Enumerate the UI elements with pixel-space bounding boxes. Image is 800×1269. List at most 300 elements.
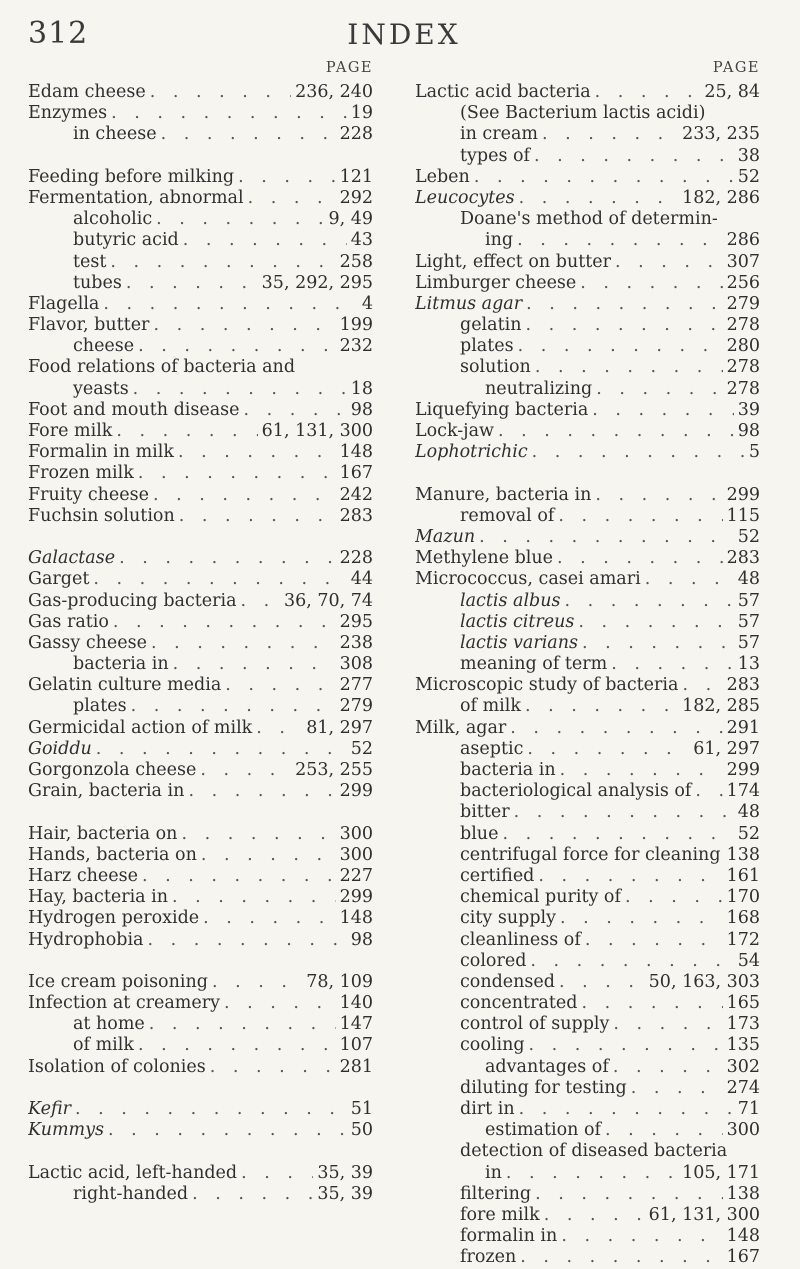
index-term: Litmus agar bbox=[415, 293, 523, 314]
index-term: Gassy cheese bbox=[28, 632, 147, 653]
index-entry bbox=[415, 654, 760, 675]
index-entry bbox=[415, 315, 760, 336]
index-term: plates bbox=[460, 336, 514, 357]
page-refs: 50, 163, 303 bbox=[648, 971, 760, 992]
index-term: Hydrophobia bbox=[28, 929, 144, 950]
leader-dots bbox=[526, 294, 723, 314]
leader-dots bbox=[93, 569, 346, 589]
page-refs: 173 bbox=[726, 1014, 760, 1035]
index-entry bbox=[28, 908, 373, 929]
index-entry bbox=[415, 294, 760, 315]
index-entry bbox=[415, 1184, 760, 1205]
leader-dots bbox=[615, 252, 723, 272]
index-entry bbox=[415, 1057, 760, 1078]
leader-dots bbox=[200, 760, 291, 780]
index-term: Harz cheese bbox=[28, 865, 138, 886]
index-entry bbox=[28, 1120, 373, 1141]
index-entry bbox=[28, 294, 373, 315]
index-column-left bbox=[28, 60, 373, 1205]
index-term: bacteriological analysis of bbox=[460, 781, 692, 802]
index-term: dirt in bbox=[460, 1099, 515, 1119]
page-refs: 61, 131, 300 bbox=[648, 1204, 760, 1225]
index-term: Fermentation, abnormal bbox=[28, 187, 244, 208]
leader-dots bbox=[150, 82, 291, 102]
page-refs: 98 bbox=[350, 399, 373, 420]
leader-dots bbox=[133, 379, 347, 399]
index-term: of milk bbox=[460, 696, 521, 717]
page-refs: 199 bbox=[339, 315, 373, 336]
index-entry bbox=[415, 1078, 760, 1099]
index-entry bbox=[28, 442, 373, 463]
section-gap bbox=[28, 1141, 373, 1162]
index-term: bacteria in bbox=[460, 760, 556, 780]
leader-dots bbox=[210, 1057, 336, 1077]
leader-dots bbox=[527, 739, 689, 759]
leader-dots bbox=[149, 1014, 336, 1034]
index-term: in cheese bbox=[73, 124, 157, 145]
index-entry bbox=[28, 633, 373, 654]
index-term: Galactase bbox=[28, 548, 116, 569]
index-term: tubes bbox=[73, 272, 122, 293]
index-term: Foot and mouth disease bbox=[28, 399, 240, 420]
page-refs: 52 bbox=[350, 738, 373, 759]
index-entry bbox=[415, 357, 760, 378]
index-entry bbox=[415, 527, 760, 548]
page-refs: 299 bbox=[339, 781, 373, 802]
index-term: Hands, bacteria on bbox=[28, 844, 197, 865]
leader-dots bbox=[103, 294, 358, 314]
index-term: centrifugal force for cleaning bbox=[460, 844, 721, 865]
leader-dots bbox=[585, 930, 723, 950]
page-refs: 167 bbox=[726, 1247, 760, 1268]
page-refs: 292 bbox=[339, 187, 373, 208]
page-refs: 279 bbox=[339, 696, 373, 717]
leader-dots bbox=[148, 930, 347, 950]
leader-dots bbox=[613, 1057, 723, 1077]
index-entry bbox=[28, 654, 373, 675]
index-entry bbox=[415, 1205, 760, 1226]
index-entry bbox=[415, 675, 760, 696]
leader-dots bbox=[241, 1163, 313, 1183]
leader-dots bbox=[592, 400, 733, 420]
index-term: Formalin in milk bbox=[28, 442, 174, 463]
page-refs: 280 bbox=[726, 336, 760, 357]
index-term: Enzymes bbox=[28, 103, 108, 124]
leader-dots bbox=[625, 887, 723, 907]
page-refs: 107 bbox=[339, 1035, 373, 1056]
index-term: plates bbox=[73, 696, 127, 717]
leader-dots bbox=[151, 633, 336, 653]
index-entry bbox=[28, 379, 373, 400]
index-entry bbox=[415, 1226, 760, 1247]
leader-dots bbox=[582, 633, 734, 653]
index-entry bbox=[415, 1247, 760, 1268]
index-term: yeasts bbox=[73, 378, 129, 399]
page-refs: 38 bbox=[737, 145, 760, 166]
page-refs: 148 bbox=[339, 442, 373, 463]
index-entry bbox=[28, 675, 373, 696]
leader-dots bbox=[179, 506, 336, 526]
page-refs: 71 bbox=[737, 1099, 760, 1119]
index-term: test bbox=[73, 251, 107, 272]
index-term: Fore milk bbox=[28, 421, 113, 441]
index-term: neutralizing bbox=[485, 378, 593, 399]
index-term: formalin in bbox=[460, 1226, 558, 1247]
index-entry bbox=[415, 1035, 760, 1056]
index-term: in cream bbox=[460, 124, 538, 145]
leader-dots bbox=[695, 781, 722, 801]
page-refs: 274 bbox=[726, 1077, 760, 1098]
leader-dots bbox=[560, 908, 723, 928]
leader-dots bbox=[559, 972, 645, 992]
index-term: Edam cheese bbox=[28, 82, 146, 102]
page-refs: 228 bbox=[339, 124, 373, 145]
index-term: Isolation of colonies bbox=[28, 1056, 206, 1077]
index-term: estimation of bbox=[485, 1120, 602, 1141]
leader-dots bbox=[116, 421, 257, 441]
index-entry bbox=[28, 188, 373, 209]
leader-dots bbox=[631, 1078, 723, 1098]
leader-dots bbox=[142, 866, 336, 886]
index-term: Lophotrichic bbox=[415, 442, 528, 463]
page-refs: 44 bbox=[350, 569, 373, 590]
page-refs: 54 bbox=[737, 950, 760, 971]
index-entry bbox=[28, 124, 373, 145]
index-term: Ice cream poisoning bbox=[28, 971, 208, 992]
page-refs: 105, 171 bbox=[682, 1162, 760, 1183]
index-term: advantages of bbox=[485, 1056, 609, 1077]
page-refs: 52 bbox=[737, 526, 760, 547]
index-term: Gas ratio bbox=[28, 611, 109, 632]
leader-dots bbox=[530, 951, 733, 971]
page-refs: 174 bbox=[726, 781, 760, 802]
index-entry bbox=[28, 82, 373, 103]
leader-dots bbox=[520, 1247, 722, 1267]
leader-dots bbox=[538, 866, 722, 886]
index-term: aseptic bbox=[460, 738, 524, 759]
index-term: cooling bbox=[460, 1035, 525, 1056]
index-entry bbox=[28, 781, 373, 802]
index-entry bbox=[415, 802, 760, 823]
index-term: Grain, bacteria in bbox=[28, 781, 185, 802]
index-term: lactis albus bbox=[460, 590, 561, 611]
section-gap bbox=[28, 951, 373, 972]
index-entry bbox=[415, 548, 760, 569]
leader-dots bbox=[532, 442, 745, 462]
leader-dots bbox=[181, 824, 335, 844]
leader-dots bbox=[110, 252, 335, 272]
leader-dots bbox=[580, 273, 722, 293]
leader-dots bbox=[578, 612, 733, 632]
index-entry bbox=[415, 82, 760, 103]
leader-dots bbox=[241, 591, 280, 611]
page-refs: 13 bbox=[737, 654, 760, 675]
leader-dots bbox=[558, 506, 722, 526]
index-entry bbox=[415, 591, 760, 612]
index-entry bbox=[415, 252, 760, 273]
leader-dots bbox=[108, 1120, 347, 1140]
leader-dots bbox=[238, 167, 336, 187]
index-term: lactis varians bbox=[460, 632, 578, 653]
index-term: alcoholic bbox=[73, 209, 153, 230]
index-term: in bbox=[485, 1162, 502, 1183]
index-term: Lactic acid, left-handed bbox=[28, 1162, 238, 1183]
leader-dots bbox=[519, 1099, 734, 1119]
index-term: Flavor, butter bbox=[28, 315, 150, 336]
leader-dots bbox=[535, 357, 723, 377]
page-refs: 115 bbox=[726, 505, 760, 526]
index-term: solution bbox=[460, 357, 531, 378]
page-refs: 300 bbox=[339, 823, 373, 844]
index-column-right bbox=[415, 60, 760, 1269]
page-refs: 57 bbox=[737, 632, 760, 653]
section-gap bbox=[28, 527, 373, 548]
index-entry bbox=[28, 400, 373, 421]
leader-dots bbox=[203, 908, 335, 928]
index-term: Germicidal action of milk bbox=[28, 717, 253, 738]
page-refs: 165 bbox=[726, 993, 760, 1014]
index-term: Flagella bbox=[28, 293, 100, 314]
index-entry bbox=[415, 336, 760, 357]
leader-dots bbox=[75, 1099, 347, 1119]
page-refs: 227 bbox=[339, 865, 373, 886]
page-refs: 78, 109 bbox=[306, 971, 373, 992]
index-entry bbox=[28, 972, 373, 993]
leader-dots bbox=[613, 1014, 722, 1034]
page-refs: 19 bbox=[350, 103, 373, 124]
page-refs: 52 bbox=[737, 166, 760, 187]
page-refs: 278 bbox=[726, 378, 760, 399]
leader-dots bbox=[525, 696, 678, 716]
index-term: Infection at creamery bbox=[28, 993, 221, 1014]
index-term: city supply bbox=[460, 908, 557, 929]
page-refs: 258 bbox=[339, 251, 373, 272]
page-refs: 9, 49 bbox=[328, 209, 373, 230]
index-entry bbox=[415, 760, 760, 781]
leader-dots bbox=[605, 1120, 723, 1140]
index-entry bbox=[415, 103, 760, 124]
index-term: of milk bbox=[73, 1035, 134, 1056]
leader-dots bbox=[529, 1035, 723, 1055]
index-entry bbox=[415, 146, 760, 167]
page-refs: 57 bbox=[737, 611, 760, 632]
page-refs: 18 bbox=[350, 378, 373, 399]
page-refs: 48 bbox=[737, 802, 760, 823]
page-refs: 236, 240 bbox=[295, 82, 373, 102]
page-refs: 300 bbox=[339, 844, 373, 865]
page-refs: 307 bbox=[726, 251, 760, 272]
index-entry bbox=[415, 167, 760, 188]
leader-dots bbox=[518, 336, 723, 356]
index-term: Kummys bbox=[28, 1120, 105, 1141]
index-term: ing bbox=[485, 230, 514, 251]
leader-dots bbox=[113, 612, 336, 632]
index-entry bbox=[415, 506, 760, 527]
page-refs: 228 bbox=[339, 548, 373, 569]
leader-dots bbox=[526, 315, 723, 335]
page-refs: 148 bbox=[339, 908, 373, 929]
index-entry bbox=[415, 209, 760, 230]
index-term: Liquefying bacteria bbox=[415, 399, 589, 420]
leader-dots bbox=[244, 400, 347, 420]
index-entry bbox=[28, 591, 373, 612]
index-entry bbox=[415, 930, 760, 951]
index-entry bbox=[415, 421, 760, 442]
page-refs: 302 bbox=[726, 1056, 760, 1077]
leader-dots bbox=[256, 718, 302, 738]
index-entry bbox=[28, 824, 373, 845]
page-refs: 182, 286 bbox=[682, 187, 760, 208]
index-entry bbox=[28, 485, 373, 506]
leader-dots bbox=[178, 442, 336, 462]
index-term: chemical purity of bbox=[460, 887, 621, 908]
leader-dots bbox=[224, 993, 336, 1013]
page-refs: 286 bbox=[726, 230, 760, 251]
leader-dots bbox=[565, 591, 734, 611]
index-entry bbox=[415, 993, 760, 1014]
index-entry bbox=[415, 972, 760, 993]
leader-dots bbox=[534, 146, 734, 166]
leader-dots bbox=[502, 824, 733, 844]
index-term: Gorgonzola cheese bbox=[28, 760, 197, 780]
page-refs: 278 bbox=[726, 315, 760, 336]
index-entry bbox=[415, 1014, 760, 1035]
index-entry bbox=[28, 167, 373, 188]
leader-dots bbox=[156, 209, 324, 229]
leader-dots bbox=[682, 675, 722, 695]
index-term: diluting for testing bbox=[460, 1077, 627, 1098]
column-heading-page: PAGE bbox=[325, 60, 373, 76]
index-term: Milk, agar bbox=[415, 717, 507, 738]
index-entry bbox=[28, 463, 373, 484]
index-entry bbox=[415, 696, 760, 717]
page-refs: 161 bbox=[726, 865, 760, 886]
page-refs: 140 bbox=[339, 993, 373, 1014]
leader-dots bbox=[535, 1184, 723, 1204]
index-entry bbox=[28, 315, 373, 336]
index-term: meaning of term bbox=[460, 654, 608, 675]
page-refs: 242 bbox=[339, 484, 373, 505]
page-refs: 278 bbox=[726, 357, 760, 378]
index-term: Methylene blue bbox=[415, 548, 554, 569]
page-refs: 277 bbox=[339, 675, 373, 696]
leader-dots bbox=[248, 188, 336, 208]
section-gap bbox=[28, 1078, 373, 1099]
leader-dots bbox=[138, 336, 335, 356]
leader-dots bbox=[172, 887, 336, 907]
index-term: Microscopic study of bacteria bbox=[415, 675, 679, 696]
page-refs: 35, 39 bbox=[317, 1183, 373, 1204]
index-term: bitter bbox=[460, 802, 510, 823]
page-refs: 50 bbox=[350, 1120, 373, 1141]
page-refs: 39 bbox=[737, 399, 760, 420]
page-refs: 300 bbox=[726, 1120, 760, 1141]
index-term: types of bbox=[460, 145, 531, 166]
index-entry bbox=[28, 209, 373, 230]
index-term: Lock-jaw bbox=[415, 421, 495, 441]
leader-dots bbox=[557, 548, 723, 568]
leader-dots bbox=[611, 654, 734, 674]
page-refs: 281 bbox=[339, 1056, 373, 1077]
index-entry bbox=[28, 739, 373, 760]
leader-dots bbox=[596, 379, 722, 399]
page-refs: 138 bbox=[726, 1183, 760, 1204]
leader-dots bbox=[506, 1163, 678, 1183]
page-refs: 98 bbox=[350, 929, 373, 950]
index-entry bbox=[28, 336, 373, 357]
page-refs: 253, 255 bbox=[295, 760, 373, 780]
page-refs: 81, 297 bbox=[306, 717, 373, 738]
page-refs: 308 bbox=[339, 654, 373, 675]
index-term: butyric acid bbox=[73, 230, 179, 251]
index-term: colored bbox=[460, 950, 527, 971]
index-term: Lactic acid bacteria bbox=[415, 82, 591, 102]
index-term: Fruity cheese bbox=[28, 484, 149, 505]
section-gap bbox=[28, 146, 373, 167]
index-entry bbox=[415, 824, 760, 845]
page-refs: 182, 285 bbox=[682, 696, 760, 717]
page-refs: 98 bbox=[737, 421, 760, 441]
index-entry bbox=[28, 1035, 373, 1056]
index-term: Garget bbox=[28, 569, 90, 590]
leader-dots bbox=[645, 569, 734, 589]
index-term: Mazun bbox=[415, 526, 476, 547]
page-refs: 283 bbox=[726, 548, 760, 569]
page-refs: 52 bbox=[737, 823, 760, 844]
page-refs: 48 bbox=[737, 569, 760, 590]
index-entry bbox=[28, 1184, 373, 1205]
page-refs: 256 bbox=[726, 272, 760, 293]
index-entry bbox=[415, 230, 760, 251]
page-refs: 35, 292, 295 bbox=[261, 272, 373, 293]
index-entry bbox=[28, 569, 373, 590]
page-refs: 299 bbox=[726, 484, 760, 505]
index-entry bbox=[415, 273, 760, 294]
index-term: Hair, bacteria on bbox=[28, 823, 178, 844]
leader-dots bbox=[161, 124, 336, 144]
index-entry bbox=[415, 845, 760, 866]
index-entry bbox=[28, 1163, 373, 1184]
leader-dots bbox=[474, 167, 734, 187]
page-refs: 299 bbox=[726, 760, 760, 780]
index-term: filtering bbox=[460, 1183, 532, 1204]
index-term: lactis citreus bbox=[460, 611, 575, 632]
index-term: Hay, bacteria in bbox=[28, 887, 169, 908]
index-entry bbox=[415, 781, 760, 802]
index-term: right-handed bbox=[73, 1183, 189, 1204]
leader-dots bbox=[561, 1226, 722, 1246]
index-entry bbox=[28, 866, 373, 887]
page-refs: 57 bbox=[737, 590, 760, 611]
leader-dots bbox=[111, 103, 347, 123]
leader-dots bbox=[188, 781, 335, 801]
leader-dots bbox=[138, 1035, 336, 1055]
index-term: Manure, bacteria in bbox=[415, 484, 592, 505]
leader-dots bbox=[96, 739, 347, 759]
index-entry bbox=[415, 124, 760, 145]
page-refs: 170 bbox=[726, 887, 760, 908]
page-refs: 148 bbox=[726, 1226, 760, 1247]
leader-dots bbox=[192, 1184, 313, 1204]
index-term: Micrococcus, casei amari bbox=[415, 569, 641, 590]
index-entry bbox=[415, 612, 760, 633]
index-entry bbox=[415, 951, 760, 972]
page-refs: 135 bbox=[726, 1035, 760, 1056]
leader-dots bbox=[510, 718, 722, 738]
leader-dots bbox=[225, 675, 335, 695]
leader-dots bbox=[498, 421, 734, 441]
index-term: concentrated bbox=[460, 993, 578, 1014]
